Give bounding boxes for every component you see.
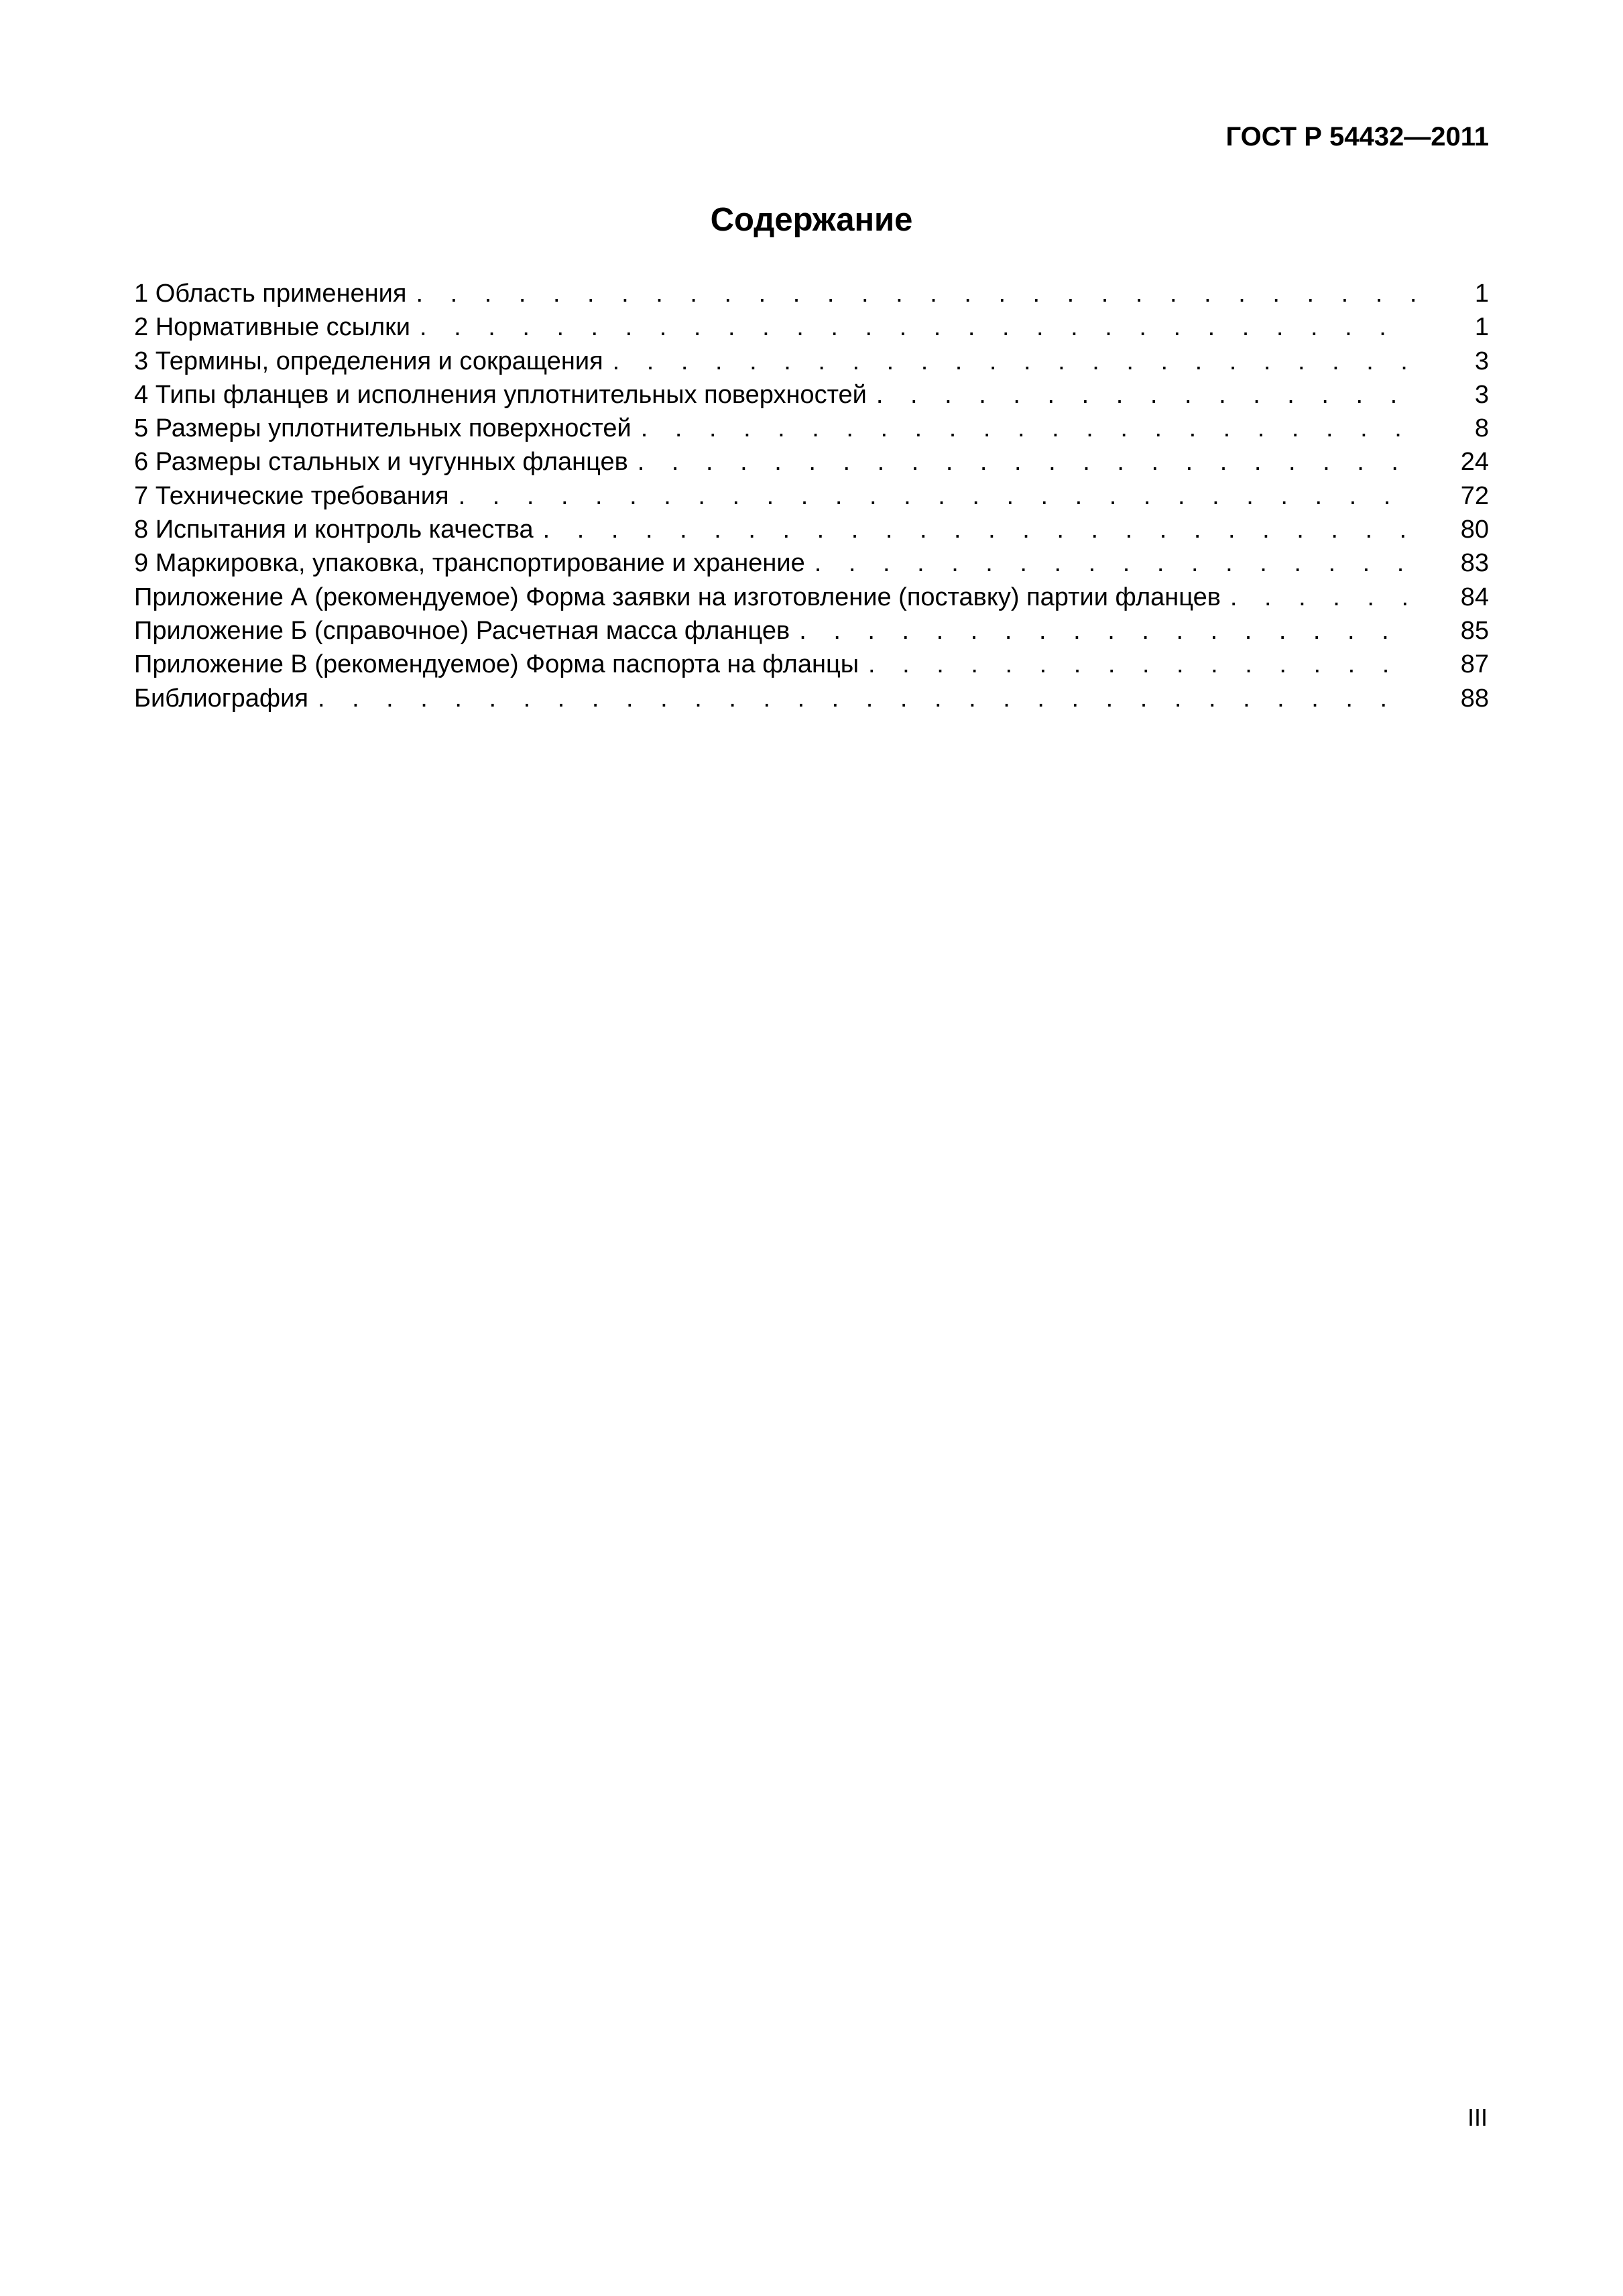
toc-item-title: Приложение В (рекомендуемое) Форма паспорта на фланцы — [134, 650, 859, 679]
toc-item-title: Приложение А (рекомендуемое) Форма заявки на изготовление (поставку) партии фланцев — [134, 583, 1221, 611]
toc-item-title: 2 Нормативные ссылки — [134, 313, 410, 342]
toc-item[interactable] — [134, 614, 1489, 648]
toc-item-page: 85 — [1460, 616, 1489, 645]
toc-item[interactable] — [134, 310, 1489, 344]
toc-item-page: 72 — [1460, 481, 1489, 510]
toc-item-page: 88 — [1460, 684, 1489, 713]
toc-leader-dots — [815, 546, 1415, 580]
toc-item-title: 8 Испытания и контроль качества — [134, 516, 534, 544]
toc-leader-dots — [543, 513, 1415, 546]
toc-item-page: 83 — [1460, 549, 1489, 578]
toc-leader-dots — [641, 412, 1415, 445]
page-title: Содержание — [710, 202, 913, 238]
toc-item-title: 4 Типы фланцев и исполнения уплотнительных поверхностей — [134, 380, 867, 409]
toc-leader-dots — [868, 648, 1415, 681]
toc-leader-dots — [638, 445, 1415, 479]
toc-item[interactable] — [134, 648, 1489, 681]
toc-item-title: Приложение Б (справочное) Расчетная масса фланцев — [134, 616, 790, 645]
toc-item[interactable] — [134, 378, 1489, 412]
toc-leader-dots — [420, 310, 1415, 344]
toc-item[interactable] — [134, 277, 1489, 310]
toc-item[interactable] — [134, 345, 1489, 378]
toc-item[interactable] — [134, 412, 1489, 445]
toc-item-title: 6 Размеры стальных и чугунных фланцев — [134, 448, 628, 477]
toc-item-title: 1 Область применения — [134, 280, 407, 308]
toc-leader-dots — [318, 682, 1415, 715]
toc-item[interactable] — [134, 445, 1489, 479]
toc-item-title: 5 Размеры уплотнительных поверхностей — [134, 414, 632, 443]
toc-item-page: 87 — [1460, 650, 1489, 679]
toc-item-page: 80 — [1460, 516, 1489, 544]
toc-item-title: Библиография — [134, 684, 308, 713]
toc-item[interactable] — [134, 546, 1489, 580]
toc-item[interactable] — [134, 479, 1489, 513]
document-code: ГОСТ Р 54432—2011 — [1225, 122, 1489, 152]
toc-leader-dots — [459, 479, 1415, 513]
toc-leader-dots — [416, 277, 1415, 310]
toc-leader-dots — [1230, 581, 1415, 614]
toc-item[interactable] — [134, 513, 1489, 546]
toc-item-page: 3 — [1474, 380, 1489, 409]
page-number: III — [1467, 2104, 1488, 2131]
toc-item[interactable] — [134, 581, 1489, 614]
toc-item-page: 84 — [1460, 583, 1489, 611]
table-of-contents — [134, 277, 1489, 715]
toc-item-page: 1 — [1474, 313, 1489, 342]
toc-item-page: 3 — [1474, 347, 1489, 375]
toc-leader-dots — [876, 378, 1415, 412]
toc-item-page: 1 — [1474, 280, 1489, 308]
toc-item-page: 24 — [1460, 448, 1489, 477]
toc-item-title: 9 Маркировка, упаковка, транспортирование и хранение — [134, 549, 805, 578]
toc-item-title: 7 Технические требования — [134, 481, 449, 510]
toc-leader-dots — [613, 345, 1415, 378]
toc-item[interactable] — [134, 682, 1489, 715]
toc-item-title: 3 Термины, определения и сокращения — [134, 347, 603, 375]
toc-item-page: 8 — [1474, 414, 1489, 443]
toc-leader-dots — [799, 614, 1415, 648]
